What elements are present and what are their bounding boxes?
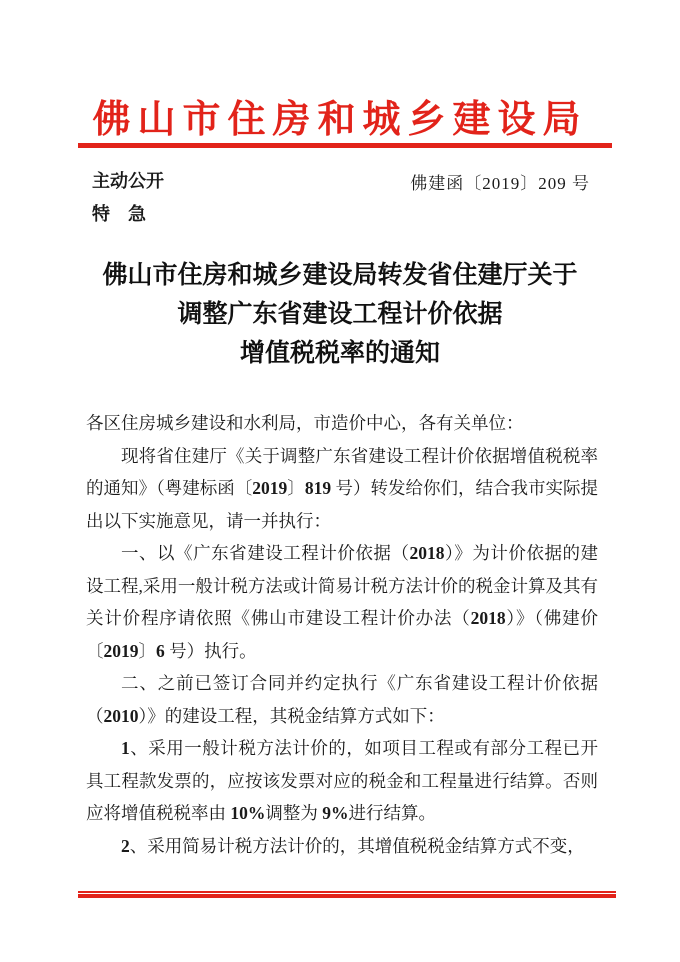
body-paragraph <box>86 830 598 863</box>
body-text-segment: 二、之前已签订合同并约定执行《广东省建设工程计价依据（ <box>86 673 598 726</box>
body-text-segment: 各区住房城乡建设和水利局，市造价中心，各有关单位： <box>86 413 524 433</box>
body-text-segment: 〕 <box>138 640 156 661</box>
body-text-bold-segment: 2010 <box>103 705 139 726</box>
body-text-segment: ）》为计价依据的建设工程,采用一般计税方法或计简易计税方法计价的税金计算及其有关计价程序请依照《佛山市建设工程计价办法（ <box>86 543 599 628</box>
body-text-bold-segment: 819 <box>304 478 332 498</box>
header-red-rule <box>78 143 612 148</box>
title-line-1: 佛山市住房和城乡建设局转发省住建厅关于 <box>102 262 578 289</box>
body-paragraph <box>86 732 598 830</box>
body-text-bold-segment: 2019 <box>103 640 139 661</box>
body-paragraph <box>86 440 598 538</box>
document-title <box>50 256 630 373</box>
body-text-segment: 号）执行。 <box>164 640 257 661</box>
agency-title: 佛山市住房和城乡建设局 <box>92 99 588 141</box>
body-text-segment: 号）转发给你们，结合我市实际提出以下实施意见，请一并执行： <box>86 478 599 531</box>
title-line-3: 增值税税率的通知 <box>239 340 440 367</box>
body-text-bold-segment: 2019 <box>252 478 288 498</box>
body-text-bold-segment: 6 <box>156 640 165 661</box>
body-text-segment: 现将省住建厅《关于调整广东省建设工程计价依据增值税税率的通知》（粤建标函〔 <box>86 445 598 498</box>
body-text-bold-segment: 2 <box>121 835 130 856</box>
body-text-segment: 、采用一般计税方法计价的，如项目工程或有部分工程已开具工程款发票的，应按该发票对应的税金和工程量进行结算。否则应将增值税税率由 <box>86 738 598 823</box>
classification-marking: 主动公开 <box>92 171 164 191</box>
body-text-segment: 调整为 <box>265 803 323 823</box>
body-text-segment: 、采用简易计税方法计价的，其增值税税金结算方式不变， <box>129 835 585 856</box>
document-body <box>86 407 598 862</box>
body-text-segment: ）》（佛建价〔 <box>86 608 598 661</box>
body-paragraph <box>86 407 598 440</box>
body-text-bold-segment: 2018 <box>409 543 445 563</box>
body-text-segment: 〕 <box>287 478 305 498</box>
body-text-segment: ）》的建设工程，其税金结算方式如下： <box>138 705 445 726</box>
urgency-marking: 特 急 <box>92 204 146 224</box>
title-line-2: 调整广东省建设工程计价依据 <box>177 301 503 328</box>
body-paragraph <box>86 667 598 732</box>
footer-red-rule <box>78 891 616 898</box>
body-paragraph <box>86 537 598 667</box>
footer-rule-thick-line <box>78 894 616 898</box>
document-number: 佛建函〔2019〕209 号 <box>410 174 590 193</box>
body-text-segment: 进行结算。 <box>348 803 436 823</box>
body-text-bold-segment: 1 <box>121 738 130 758</box>
body-text-bold-segment: 10% <box>230 803 266 823</box>
body-text-segment: 一、以《广东省建设工程计价依据（ <box>121 543 410 563</box>
body-text-bold-segment: 2018 <box>470 608 506 628</box>
body-text-bold-segment: 9% <box>322 803 349 823</box>
